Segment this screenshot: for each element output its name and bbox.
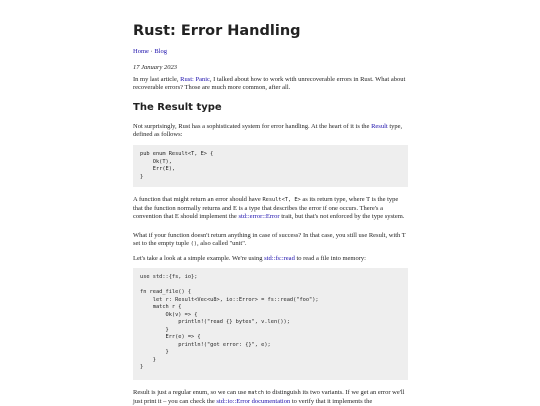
paragraph-text-cont: to read a file into memory:: [294, 255, 366, 262]
blog-link[interactable]: Blog: [154, 48, 167, 55]
rust-panic-link[interactable]: Rust: Panic: [180, 76, 210, 83]
paragraph-text-cont: , also called "unit".: [196, 239, 247, 247]
std-io-error-docs-link[interactable]: std::io::Error documentation: [216, 397, 291, 405]
inline-code: (): [190, 240, 197, 247]
breadcrumb-separator: ·: [148, 48, 155, 55]
std-error-link[interactable]: std::error::Error: [238, 212, 280, 220]
paragraph-text: What if your function doesn't return anything in case of success? In that case, you still use Result, with T set to the empty tuple: [133, 232, 406, 247]
intro-text-cont: , I talked about how to work with unrecoverable errors in Rust. What about recoverable errors? Those are much more common, after all.: [133, 76, 406, 91]
paragraph-text-cont: to distinguish its two variants. If we get an error we'll just print it – you can check the: [133, 389, 405, 405]
post-date: 17 January 2023: [133, 64, 178, 71]
page-title: Rust: Error Handling: [133, 23, 301, 39]
inline-code: Result<T, E>: [262, 197, 301, 203]
result-link[interactable]: Result: [371, 123, 388, 130]
section-heading: The Result type: [133, 102, 222, 113]
intro-text: In my last article,: [133, 76, 181, 83]
breadcrumb: [133, 48, 167, 55]
code-block-read-file: use std::{fs, io}; fn read_file() { let r: Result<Vec<u8>, io::Error> = fs::read("foo"); match r { Ok(v) => { println!("read {} bytes", v.len()); } Err(e) => { println!("got error: {}", e); } } }: [133, 268, 408, 380]
code-block-result-enum: pub enum Result<T, E> { Ok(T), Err(E), }: [133, 145, 408, 187]
paragraph-text: Result is just a regular enum, so we can use: [133, 389, 248, 396]
match-paragraph: [133, 389, 408, 406]
result-intro-paragraph: [133, 123, 408, 139]
paragraph-text: Let's take a look at a simple example. We're using: [133, 255, 265, 262]
paragraph-text-end: to verify that it implements the: [290, 397, 373, 405]
std-fs-read-link[interactable]: std::fs::read: [264, 255, 295, 262]
home-link[interactable]: Home: [133, 48, 149, 55]
return-type-paragraph: [133, 196, 408, 221]
paragraph-text-end: trait, but that's not enforced by the type system.: [279, 212, 405, 220]
example-paragraph: [133, 255, 408, 263]
inline-code: match: [248, 390, 264, 396]
paragraph-text: A function that might return an error should have: [133, 196, 263, 203]
paragraph-text: Not surprisingly, Rust has a sophisticated system for error handling. At the heart of it is the: [133, 123, 372, 130]
paragraph-text-cont: type, defined as follows:: [133, 123, 403, 138]
paragraph-text-cont: as its return type, where T is the type that the function normally returns and E is a type that describes the error if one occurs. There's a convention that E should implement the: [133, 196, 399, 220]
intro-paragraph: [133, 76, 408, 92]
unit-paragraph: [133, 232, 408, 249]
